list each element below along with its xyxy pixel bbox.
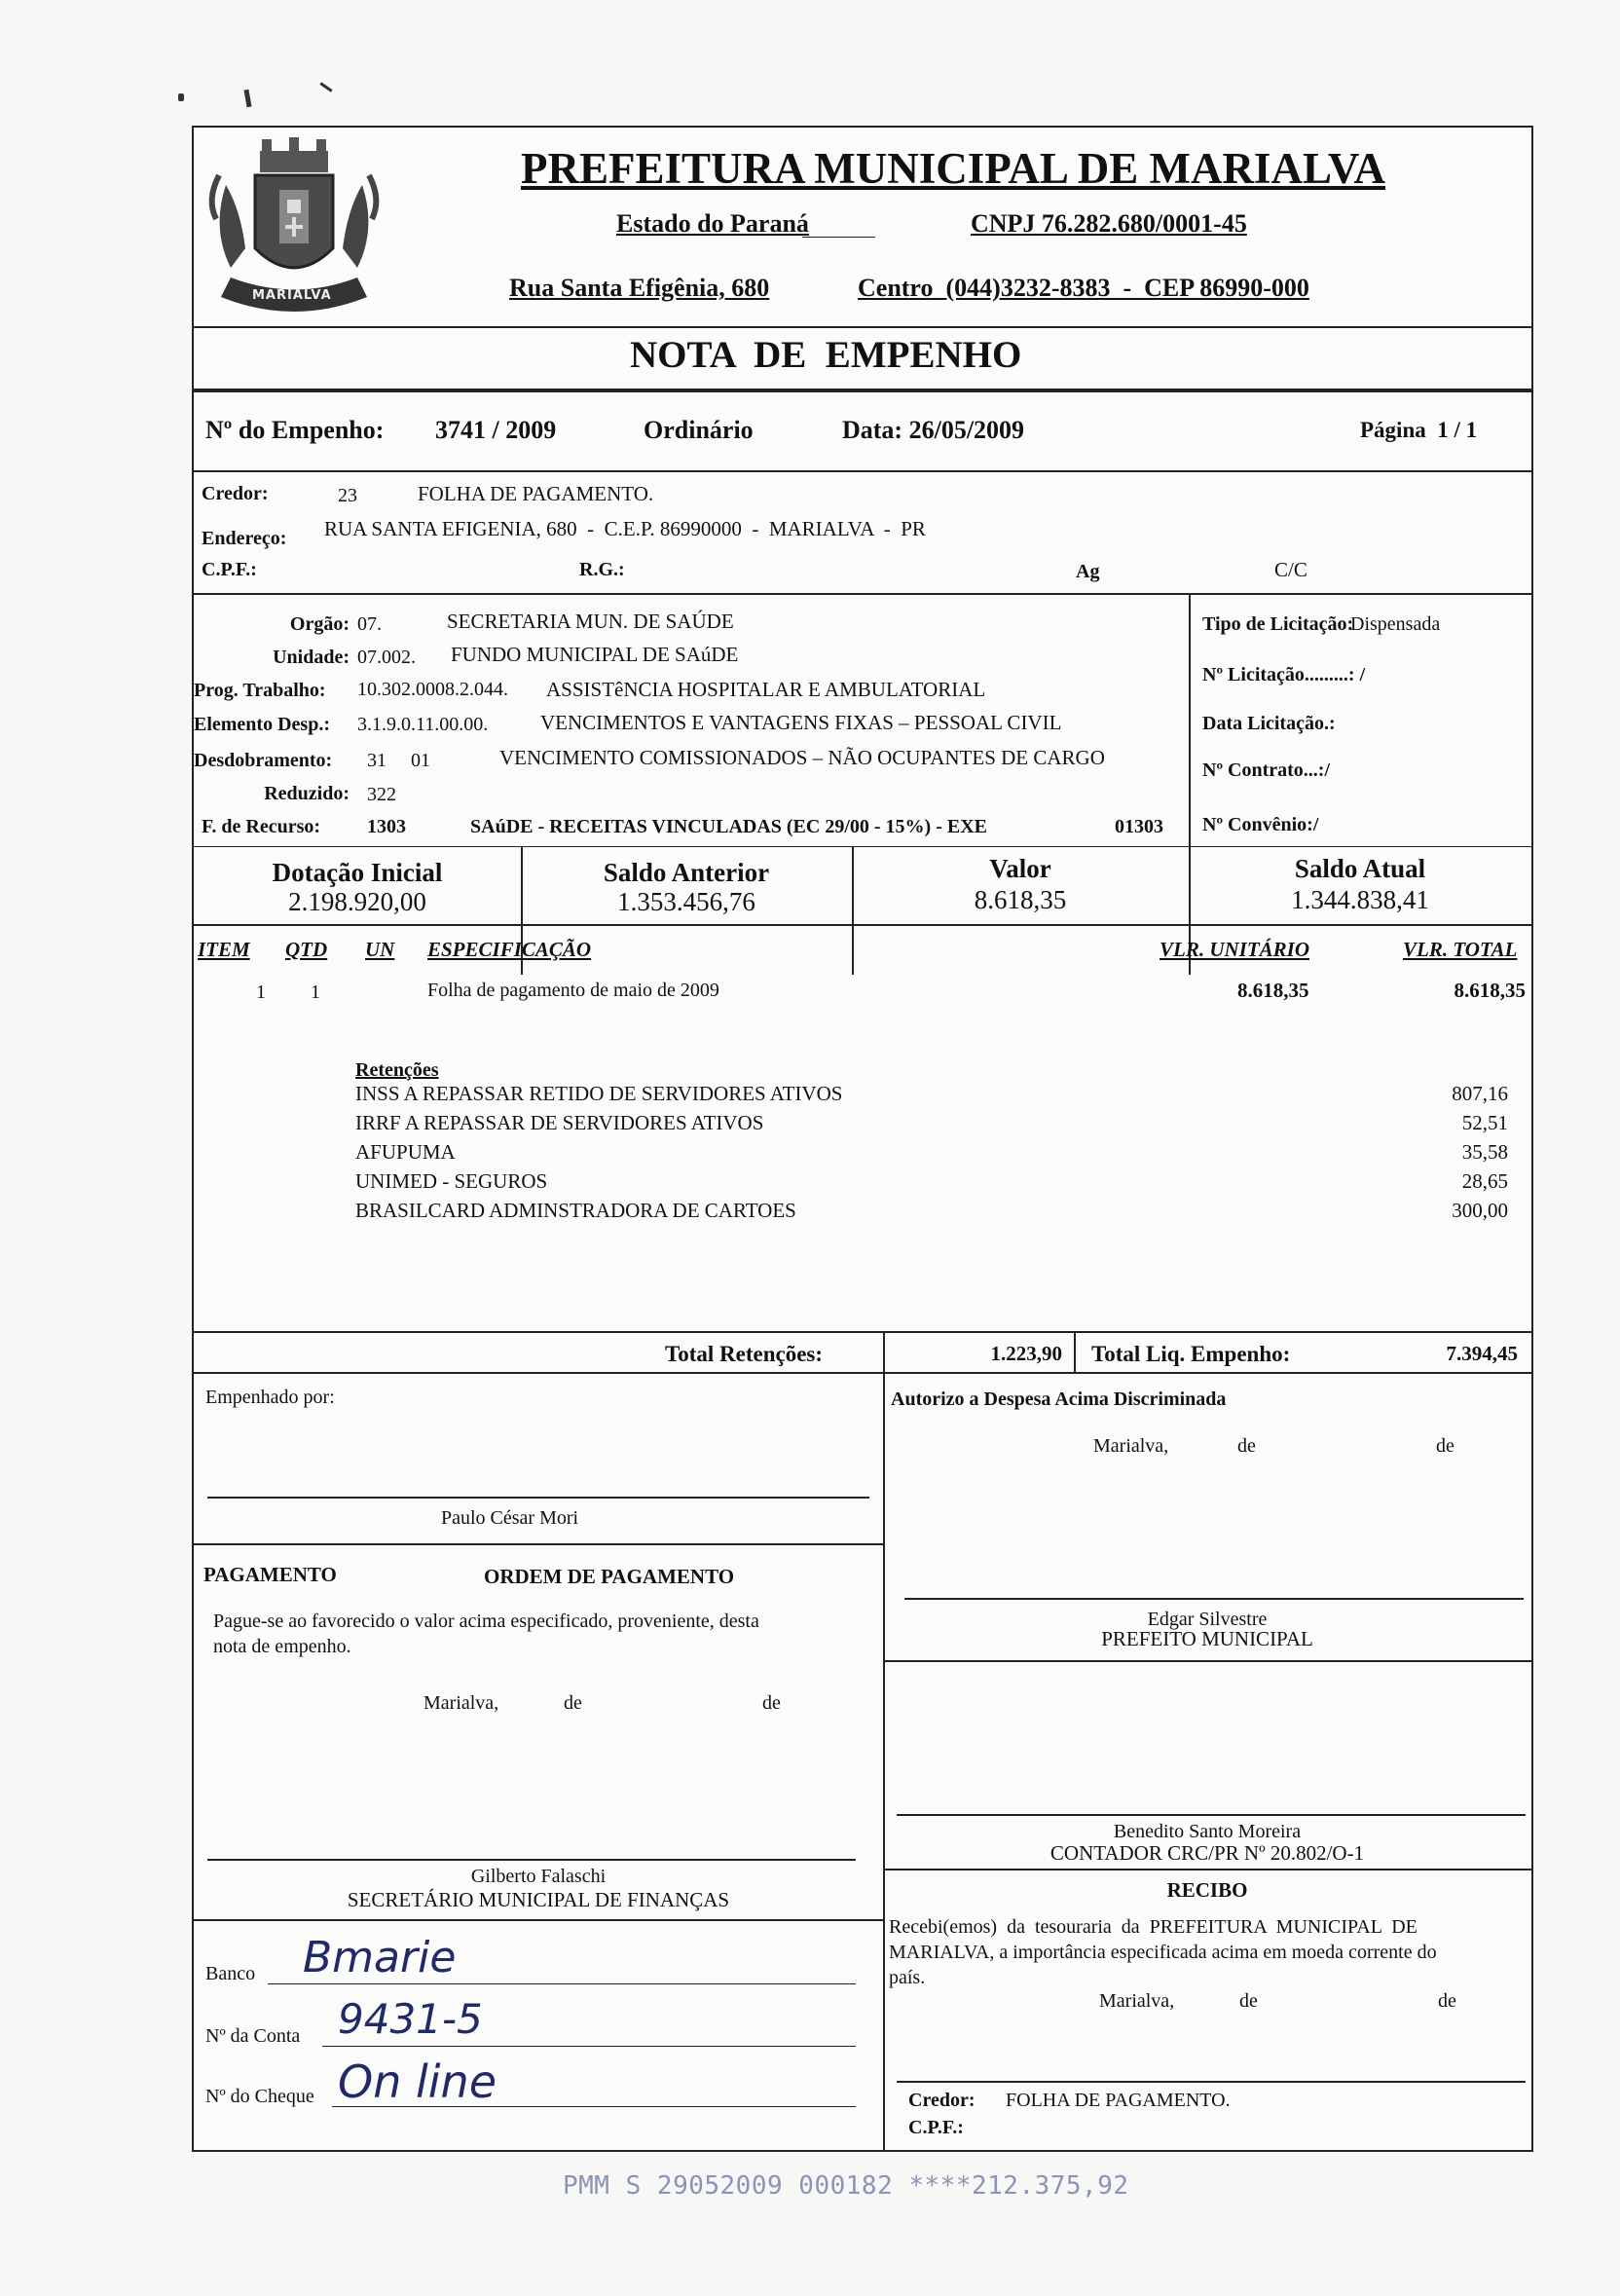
divider — [883, 1660, 1531, 1662]
orgao-label: Orgão: — [289, 613, 350, 635]
col-qtd: QTD — [285, 938, 328, 961]
unidade-desc: FUNDO MUNICIPAL DE SAúDE — [451, 643, 739, 666]
divider — [883, 1331, 885, 1372]
divider — [194, 924, 1531, 926]
recibo-cpf-label: C.P.F.: — [908, 2117, 964, 2138]
empenho-type: Ordinário — [644, 416, 754, 444]
prefeito-name: Edgar Silvestre — [1147, 1609, 1268, 1630]
divider — [194, 846, 1531, 847]
valor-value: 8.618,35 — [974, 885, 1067, 914]
scan-mark — [319, 82, 332, 92]
empenho-date: Data: 26/05/2009 — [842, 416, 1025, 444]
conta-line — [322, 2046, 856, 2047]
contador-cargo: CONTADOR CRC/PR Nº 20.802/O-1 — [1049, 1841, 1365, 1865]
empenhado-por-name: Paulo César Mori — [441, 1507, 579, 1529]
col-un: UN — [365, 938, 395, 961]
desdobramento-desc: VENCIMENTO COMISSIONADOS – NÃO OCUPANTES DE CARGO — [499, 746, 1105, 769]
total-liquido-label: Total Liq. Empenho: — [1091, 1342, 1291, 1366]
elemento-code: 3.1.9.0.11.00.00. — [357, 714, 489, 735]
credor-label: Credor: — [202, 483, 269, 504]
seal-ribbon-text: MARIALVA — [252, 288, 332, 303]
autorizo-label: Autorizo a Despesa Acima Discriminada — [891, 1389, 1227, 1410]
col-vlr-total: VLR. TOTAL — [1403, 938, 1518, 961]
col-especificacao: ESPECIFICAÇÃO — [427, 938, 592, 961]
retencao-desc: INSS A REPASSAR RETIDO DE SERVIDORES ATIVOS — [355, 1082, 843, 1105]
signature-line — [207, 1497, 869, 1499]
retencao-desc: IRRF A REPASSAR DE SERVIDORES ATIVOS — [355, 1111, 764, 1134]
ordem-pagamento-title: ORDEM DE PAGAMENTO — [484, 1565, 735, 1588]
tipo-licitacao-label: Tipo de Licitação: — [1202, 613, 1354, 635]
recurso-label: F. de Recurso: — [202, 816, 321, 837]
retencoes-title: Retenções — [355, 1059, 439, 1081]
orgao-code: 07. — [357, 613, 382, 635]
conta-label: Nº da Conta — [205, 2025, 301, 2047]
retencao-value: 28,65 — [1461, 1169, 1508, 1193]
credor-name: FOLHA DE PAGAMENTO. — [418, 482, 654, 505]
contador-name: Benedito Santo Moreira — [1113, 1821, 1302, 1842]
banco-handwriting: Bmarie — [303, 1933, 457, 1982]
numero-convenio: Nº Convênio:/ — [1202, 814, 1319, 835]
col-vlr-unitario: VLR. UNITÁRIO — [1160, 938, 1310, 961]
footer-stamp: PMM S 29052009 000182 ****212.375,92 — [563, 2171, 1129, 2201]
orgao-desc: SECRETARIA MUN. DE SAÚDE — [447, 610, 734, 633]
prog-trabalho-desc: ASSISTêNCIA HOSPITALAR E AMBULATORIAL — [546, 678, 986, 701]
credor-code: 23 — [338, 485, 357, 506]
address-contact: Centro (044)3232-8383 - CEP 86990-000 — [858, 274, 1309, 302]
item-spec: Folha de pagamento de maio de 2009 — [427, 980, 719, 1001]
endereco-label: Endereço: — [202, 528, 287, 549]
prog-trabalho-label: Prog. Trabalho: — [194, 680, 326, 701]
dotacao-inicial-value: 2.198.920,00 — [288, 887, 426, 916]
ag-label: Ag — [1076, 561, 1100, 582]
recibo-text-1: Recebi(emos) da tesouraria da PREFEITURA MUNICIPAL DE — [889, 1916, 1418, 1938]
divider — [194, 1331, 1531, 1333]
page-number: Página 1 / 1 — [1360, 418, 1478, 442]
pague-text-2: nota de empenho. — [213, 1636, 351, 1657]
divider — [1074, 1331, 1076, 1372]
retencao-value: 35,58 — [1461, 1140, 1508, 1164]
divider — [194, 470, 1531, 472]
tipo-licitacao-value: Dispensada — [1350, 613, 1441, 635]
recibo-text-3: país. — [889, 1967, 926, 1988]
de-label: de — [1438, 1990, 1456, 2012]
reduzido-code: 322 — [367, 784, 396, 805]
endereco-value: RUA SANTA EFIGENIA, 680 - C.E.P. 86990000 - MARIALVA - PR — [324, 517, 926, 540]
cnpj-label: CNPJ 76.282.680/0001-45 — [971, 209, 1247, 238]
marialva-label: Marialva, — [1093, 1435, 1169, 1457]
recibo-credor-value: FOLHA DE PAGAMENTO. — [1006, 2090, 1231, 2111]
municipal-seal — [202, 131, 387, 326]
prefeito-cargo: PREFEITO MUNICIPAL — [1101, 1627, 1313, 1650]
total-retencoes-label: Total Retenções: — [665, 1342, 824, 1366]
item-unit-value: 8.618,35 — [1237, 979, 1309, 1002]
marialva-label: Marialva, — [423, 1692, 499, 1714]
recibo-credor-label: Credor: — [908, 2090, 976, 2111]
state-label: Estado do Paraná — [616, 209, 809, 238]
cheque-label: Nº do Cheque — [205, 2086, 314, 2107]
retencao-desc: UNIMED - SEGUROS — [355, 1169, 548, 1193]
banco-label: Banco — [205, 1963, 256, 1984]
retencao-value: 807,16 — [1452, 1082, 1508, 1105]
recibo-title: RECIBO — [1166, 1878, 1248, 1902]
recurso-extra: 01303 — [1115, 816, 1163, 837]
total-liquido-value: 7.394,45 — [1446, 1342, 1518, 1365]
de-label: de — [1237, 1435, 1256, 1457]
item-total-value: 8.618,35 — [1454, 979, 1526, 1002]
signature-line — [904, 1598, 1524, 1600]
col-item: ITEM — [198, 938, 250, 961]
recurso-desc: SAúDE - RECEITAS VINCULADAS (EC 29/00 - 15%) - EXE — [470, 816, 987, 837]
divider — [883, 1869, 1531, 1870]
retencao-value: 52,51 — [1461, 1111, 1508, 1134]
elemento-label: Elemento Desp.: — [194, 714, 330, 735]
divider — [1189, 593, 1191, 975]
cpf-label: C.P.F.: — [202, 559, 257, 580]
cheque-handwriting: On line — [338, 2055, 497, 2108]
dotacao-inicial-label: Dotação Inicial — [272, 858, 443, 887]
scan-mark — [178, 93, 184, 101]
reduzido-label: Reduzido: — [264, 783, 350, 804]
de-label: de — [1436, 1435, 1454, 1457]
signature-line — [897, 1814, 1526, 1816]
de-label: de — [564, 1692, 582, 1714]
retencao-desc: BRASILCARD ADMINSTRADORA DE CARTOES — [355, 1199, 796, 1222]
empenho-number-label: Nº do Empenho: — [205, 416, 385, 444]
empenhado-por-label: Empenhado por: — [205, 1387, 335, 1408]
item-number: 1 — [256, 981, 266, 1003]
banco-line — [268, 1983, 856, 1984]
scan-mark — [243, 90, 251, 108]
saldo-anterior-value: 1.353.456,76 — [617, 887, 755, 916]
recurso-code: 1303 — [367, 816, 406, 837]
saldo-atual-label: Saldo Atual — [1294, 854, 1426, 883]
empenho-number: 3741 / 2009 — [435, 416, 557, 444]
divider — [194, 1543, 883, 1545]
valor-label: Valor — [989, 854, 1051, 883]
divider — [194, 593, 1531, 595]
pague-text-1: Pague-se ao favorecido o valor acima especificado, proveniente, desta — [213, 1611, 759, 1632]
document-title: NOTA DE EMPENHO — [630, 334, 1022, 376]
retencao-value: 300,00 — [1452, 1199, 1508, 1222]
saldo-atual-value: 1.344.838,41 — [1291, 885, 1429, 914]
total-retencoes-value: 1.223,90 — [990, 1342, 1062, 1365]
numero-licitacao: Nº Licitação.........: / — [1202, 664, 1366, 685]
divider — [194, 1919, 883, 1921]
unidade-label: Unidade: — [273, 647, 350, 668]
page-title: PREFEITURA MUNICIPAL DE MARIALVA — [521, 144, 1386, 193]
secretario-name: Gilberto Falaschi — [470, 1866, 607, 1887]
prog-trabalho-code: 10.302.0008.2.044. — [357, 679, 508, 700]
item-qtd: 1 — [311, 981, 320, 1003]
saldo-anterior-label: Saldo Anterior — [603, 858, 770, 887]
pagamento-label: PAGAMENTO — [203, 1563, 337, 1586]
data-licitacao: Data Licitação.: — [1202, 713, 1336, 734]
state-underline — [802, 237, 875, 238]
divider — [194, 1372, 1531, 1374]
desdobramento-label: Desdobramento: — [194, 750, 333, 771]
marialva-label: Marialva, — [1099, 1990, 1175, 2012]
signature-line — [207, 1859, 856, 1861]
rg-label: R.G.: — [579, 559, 625, 580]
divider — [883, 1372, 885, 2150]
retencao-desc: AFUPUMA — [355, 1140, 456, 1164]
elemento-desc: VENCIMENTOS E VANTAGENS FIXAS – PESSOAL CIVIL — [540, 711, 1062, 734]
cc-label: C/C — [1274, 558, 1307, 581]
divider — [194, 389, 1531, 392]
divider — [194, 326, 1531, 328]
signature-line — [897, 2081, 1526, 2083]
desdobramento-code: 31 01 — [367, 750, 430, 771]
recibo-text-2: MARIALVA, a importância especificada acima em moeda corrente do — [889, 1942, 1437, 1963]
nota-empenho-form — [192, 126, 1533, 2152]
unidade-code: 07.002. — [357, 647, 416, 668]
secretario-cargo: SECRETÁRIO MUNICIPAL DE FINANÇAS — [347, 1888, 730, 1911]
numero-contrato: Nº Contrato...:/ — [1202, 759, 1331, 781]
conta-handwriting: 9431-5 — [338, 1995, 483, 2043]
de-label: de — [1239, 1990, 1258, 2012]
de-label: de — [762, 1692, 781, 1714]
address-label: Rua Santa Efigênia, 680 — [509, 274, 770, 302]
